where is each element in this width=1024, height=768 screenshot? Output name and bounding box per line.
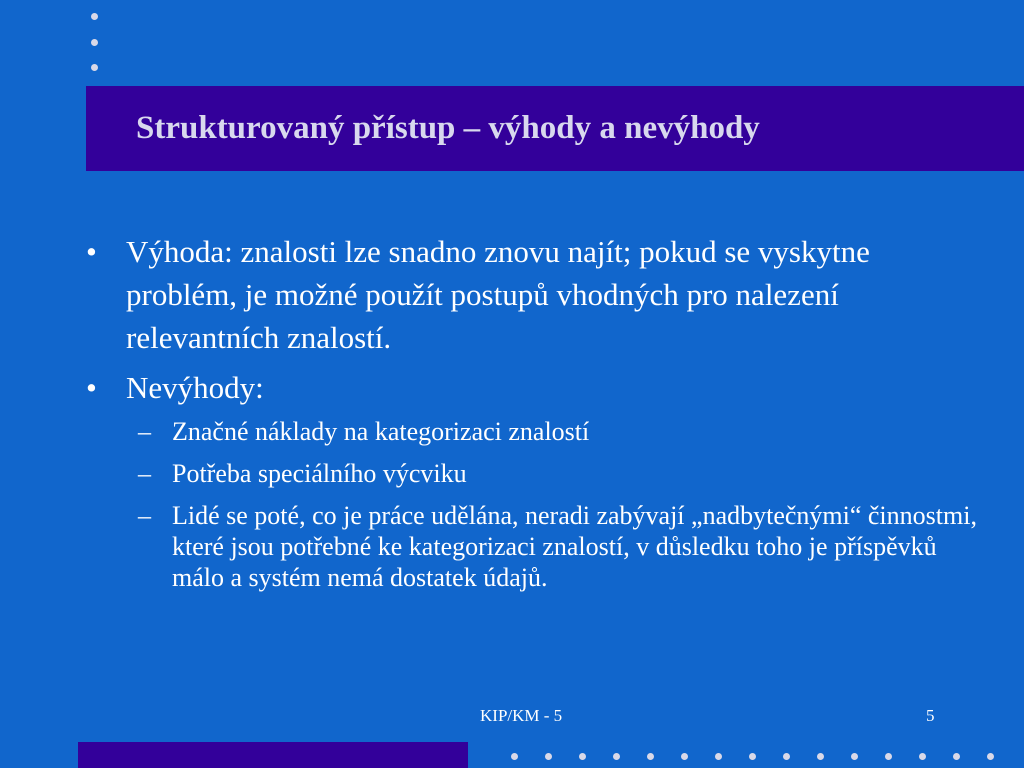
bottom-band bbox=[78, 742, 468, 768]
bullet-item bbox=[86, 366, 986, 409]
decor-dot bbox=[953, 753, 960, 760]
decor-dot bbox=[851, 753, 858, 760]
decor-dot bbox=[987, 753, 994, 760]
decor-dot bbox=[715, 753, 722, 760]
decor-dot bbox=[919, 753, 926, 760]
sub-bullet-item bbox=[126, 416, 986, 447]
decor-dot bbox=[91, 39, 98, 46]
decor-dot bbox=[681, 753, 688, 760]
decor-dot bbox=[885, 753, 892, 760]
decor-dot bbox=[783, 753, 790, 760]
sub-bullet-text: Potřeba speciálního výcviku bbox=[172, 459, 467, 488]
decor-dot bbox=[749, 753, 756, 760]
sub-bullet-text: Značné náklady na kategorizaci znalostí bbox=[172, 417, 590, 446]
decor-dot bbox=[91, 64, 98, 71]
decor-dot bbox=[545, 753, 552, 760]
footer-label: KIP/KM - 5 bbox=[480, 706, 563, 725]
page-number: 5 bbox=[926, 706, 935, 725]
slide-content bbox=[86, 230, 986, 604]
decor-dot bbox=[511, 753, 518, 760]
title-band bbox=[86, 86, 1024, 171]
sub-bullet-item bbox=[126, 500, 986, 593]
slide-title: Strukturovaný přístup – výhody a nevýhody bbox=[136, 110, 760, 146]
sub-bullet-item bbox=[126, 458, 986, 489]
dash-icon: – bbox=[138, 501, 151, 530]
bullet-icon: • bbox=[86, 234, 97, 269]
bullet-item bbox=[86, 230, 986, 359]
bullet-icon: • bbox=[86, 370, 97, 405]
dash-icon: – bbox=[138, 459, 151, 488]
sub-bullet-text: Lidé se poté, co je práce udělána, neradi zabývají „nadbytečnými“ činnostmi, které jsou potřebné ke kategorizaci znalostí, v důsledku toho je příspěvků málo a systém nemá dostatek údajů. bbox=[172, 501, 977, 592]
decor-dot bbox=[579, 753, 586, 760]
decor-dot bbox=[91, 13, 98, 20]
decor-dot bbox=[817, 753, 824, 760]
dash-icon: – bbox=[138, 417, 151, 446]
decor-dot bbox=[647, 753, 654, 760]
decor-dot bbox=[613, 753, 620, 760]
bullet-text: Nevýhody: bbox=[126, 370, 264, 405]
bullet-text: Výhoda: znalosti lze snadno znovu najít; pokud se vyskytne problém, je možné použít postupů vhodných pro nalezení relevantních znalostí. bbox=[126, 234, 870, 355]
